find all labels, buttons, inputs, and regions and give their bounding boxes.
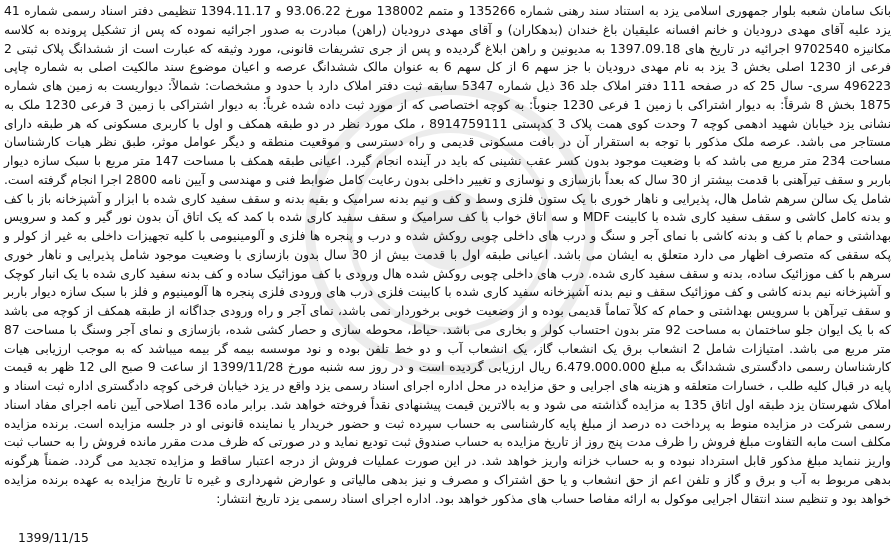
notice-body-text: بانک سامان شعبه بلوار جمهوری اسلامی یزد به استناد سند رهنی شماره 135266 و متمم 138002 مورخ 93.06.22 و 1394.11.17 تنظیمی دفتر اسناد رسمی شماره 41 یزد علیه آقای مهدی دروديان و خانم افسانه علیقیان باغ خندان (بدهکاران) و آقای مهدی دروديان (راهن) مبادرت به صدور اجرائیه نموده که پس از تشکیل پرونده به کلاسه مکانیزه 9702540 اجرائیه در تاریخ های 1397.09.18 به مدیونین و راهن ابلاغ گردیده و پس از جری تشریفات قانونی، مورد وثیقه که عبارت است از ششدانگ پلاک ثبتی 2 فرعی از 1230 اصلی بخش 3 یزد به نام مهدی دروديان با جز سهم 6 از کل سهم 6 به عنوان مالک ششدانگ عرصه و اعیان موضوع سند مالکیت اصلی به شماره چاپی 496223 سری- سال 25 که در صفحه 111 دفتر املاک جلد 36 ذیل شماره 5347 سابقه ثبت دفتر املاک دارد با حدود و مشخصات: شمالاً: دیواریست به زمین های شماره 1875 بخش 8 شرقاً: به دیوار اشتراکی با زمین 1 فرعی 1230 جنوباً: به کوچه اختصاصی که از مورد ثبت داده شده غرباً: به دیوار اشتراکی با زمین 3 فرعی 1230 ملک به نشانی یزد خیابان شهید ادهمی کوچه 7 وحدت کوی همت پلاک 3 کدپستی 8914759111 ، ملک مورد نظر در دو طبقه همکف و اول با کاربری مسکونی که هر طبقه دارای مستاجر می باشد. عرصه ملک مذکور با توجه به استقرار آن در بافت مسکونی قدیمی و راه دسترسی و موقعیت منطقه و دیگر عوامل موثر، طبق نظر هیات کارشناسان مساحت 234 متر مربع می باشد که با وضعیت موجود بدون کسر عقب نشینی که باید در آینده انجام گیرد. اعیانی طبقه همکف با مساحت 147 متر مربع با سبک سازه دیوار باربر و سقف تیرآهنی با قدمت بیشتر از 30 سال که بعداً بازسازی و نوسازی و تغییر داخلی بدون رعایت کامل ضوابط فنی و مهندسی و آیین نامه 2800 اجرا انجام گرفته است. شامل یک سالن سرهم شامل هال، پذیرایی و ناهار خوری با یک ستون فلزی وسط و کف و نیم بدنه سرامیک و بقیه بدنه و سقف سفید کاری شده با ابزار و آشپزخانه باز با کف و بدنه کامل کاشی و سقف سفید کاری شده با کابینت MDF و سه اتاق خواب با کف سرامیک و سقف سفید کاری شده با کمد که یک اتاق آن بدون نور گیر و کمد و سرویس بهداشتی و حمام با کف و بدنه کاشی با نمای آجر و سنگ و درب های داخلی چوبی روکش شده و درب و پنجره ها فلزی و آلومینیومی با کلیه تجهیزات داخلی به غیر از کولر و پکه سقفی که متصرف اظهار می دارد متعلق به ایشان می باشد. اعیانی طبقه اول با قدمت بیش از 30 سال بدون بازسازی با وضعیت موجود شامل پذیرایی و ناهار خوری سرهم با کف موزائیک ساده، بدنه و سقف سفید کاری شده. درب های داخلی چوبی روکش شده هال ورودی با کف موزائیک ساده و کف بدنه سفید کاری شده با یک انبار کوچک و آشپزخانه نیم بدنه کاشی و کف موزائیک سقف و نیم بدنه آشپزخانه سفید کاری شده با کابینت فلزی درب های ورودی فلزی پنجره ها آلومینیوم و فلز با سبک سازه دیوار باربر و سقف تیرآهن با سرویس بهداشتی و حمام که کلاً تماماً قدیمی بوده و از وضعیت خوبی برخوردار نمی باشد، نمای آجر و راه ورودی جداگانه از طبقه همکف از کوچه می باشد که با یک ایوان جلو ساختمان به مساحت 92 متر بدون احتساب کولر و بخاری می باشد. حیاط، محوطه سازی و حصار کشی شده، بازسازی و نمای آجر وسنگ با مساحت 87 متر مربع می باشد. امتیازات شامل 2 انشعاب برق یک انشعاب گاز، یک انشعاب آب و دو خط تلفن بوده و نود موسسه بیمه گر بیمه میباشد که به موجب ارزیابی هیات کارشناسان رسمی دادگستری ششدانگ به مبلغ 6.479.000.000 ریال ارزیابی گردیده است و در روز سه شنبه مورخ 1399/11/28 از ساعت 9 صبح الی 12 ظهر به قیمت پایه در قبال کلیه طلب ، خسارات متعلقه و هزینه های اجرایی و حق مزایده در محل اداره اجرای اسناد رسمی یزد واقع در یزد خیابان فرخی کوچه دادگستری اداره ثبت اسناد و املاک شهرستان یزد طبقه اول اتاق 135 به مزایده گذاشته می شود و به بالاترین قیمت پیشنهادی نقداً فروخته خواهد شد. برابر ماده 136 اصلاحی آیین نامه اجرای مفاد اسناد رسمی شرکت در مزایده منوط به پرداخت ده درصد از مبلغ پایه کارشناسی به حساب سپرده ثبت و حضور خریدار یا نماینده قانونی او در جلسه مزایده است. برنده مزایده مکلف است مابه التفاوت مبلغ فروش را ظرف مدت پنج روز از تاریخ مزایده به حساب صندوق ثبت تودیع نماید و در صورتی که ظرف مدت مقرر مانده فروش را به حساب ثبت واریز ننماید مبلغ مذکور قابل استرداد نبوده و به حساب خزانه واریز خواهد شد. در این صورت عملیات فروش از درجه اعتبار ساقط و مزایده تجدید می گردد. ضمناً هرگونه بدهی مربوط به آب و برق و گاز و تلفن اعم از حق انشعاب و یا حق اشتراک و مصرف و نیز بدهی مالیاتی و عوارض شهرداری و غیره تا تاریخ مزایده به عهده برنده مزایده خواهد بود و تنظیم سند انتقال اجرایی موکول به ارائه مفاصا حساب های مذکور خواهد بود. اداره اجرای اسناد رسمی یزد تاریخ انتشار: [4,4,892,506]
publication-date: 1399/11/15 [18,531,89,545]
